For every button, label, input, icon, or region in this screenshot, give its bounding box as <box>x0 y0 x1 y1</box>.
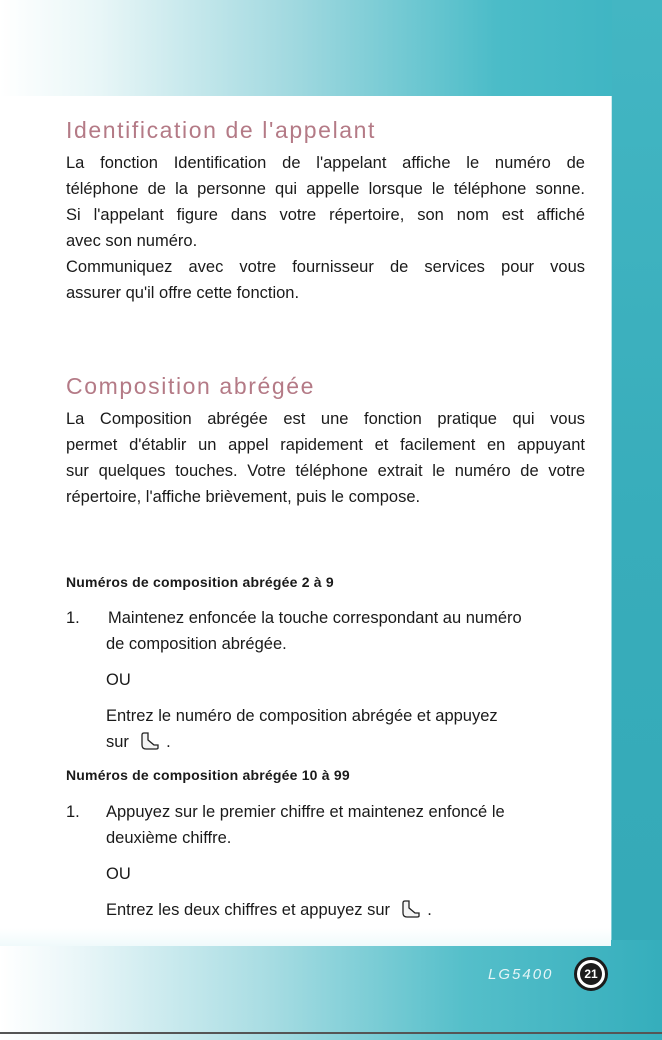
section-title-caller-id: Identification de l'appelant <box>66 117 377 143</box>
paragraph-line: répertoire, l'affiche brièvement, puis le compose. <box>66 488 421 506</box>
paragraph-line: Communiquez avec votre fournisseur de services pour vous <box>66 258 585 276</box>
paragraph-line: téléphone de la personne qui appelle lorsque le téléphone sonne. <box>66 180 585 198</box>
step-line: sur <box>106 733 129 751</box>
send-key-icon <box>140 732 160 750</box>
step-line: Maintenez enfoncée la touche correspondant au numéro <box>108 609 522 627</box>
bottom-rule <box>0 1032 662 1034</box>
step-line-with-icon <box>106 729 586 755</box>
section-title-speed-dial: Composition abrégée <box>66 373 316 399</box>
step-text <box>106 605 586 755</box>
send-key-icon <box>401 900 421 918</box>
model-name: LG5400 <box>488 966 554 983</box>
step-number: 1. <box>66 803 80 821</box>
paragraph-line: Si l'appelant figure dans votre répertoire, son nom est affiché <box>66 206 585 224</box>
step-speed-dial-2-9 <box>66 605 586 755</box>
step-speed-dial-10-99 <box>66 799 586 929</box>
paragraph-line: La Composition abrégée est une fonction pratique qui vous <box>66 410 585 428</box>
paragraph-line: avec son numéro. <box>66 232 198 250</box>
page-footer-band <box>0 940 662 1040</box>
page-side-band <box>612 0 662 1040</box>
step-number: 1. <box>66 609 80 627</box>
or-label: OU <box>106 865 131 883</box>
step-text <box>106 799 586 923</box>
paragraph-line: permet d'établir un appel rapidement et facilement en appuyant <box>66 436 585 454</box>
or-label: OU <box>106 671 131 689</box>
speed-dial-paragraph <box>66 406 585 510</box>
step-line: deuxième chiffre. <box>106 829 232 847</box>
page-header-band <box>0 0 662 96</box>
step-line-with-icon <box>106 897 586 923</box>
caller-id-paragraph <box>66 150 585 306</box>
paragraph-line: sur quelques touches. Votre téléphone extrait le numéro de votre <box>66 462 585 480</box>
step-line-end: . <box>166 733 171 751</box>
step-line: Entrez le numéro de composition abrégée et appuyez <box>106 707 498 725</box>
step-line: Appuyez sur le premier chiffre et maintenez enfoncé le <box>106 803 505 821</box>
step-line: de composition abrégée. <box>106 635 287 653</box>
paragraph-line: La fonction Identification de l'appelant affiche le numéro de <box>66 154 585 172</box>
subheading-speed-dial-10-99: Numéros de composition abrégée 10 à 99 <box>66 767 350 783</box>
paragraph-line: assurer qu'il offre cette fonction. <box>66 284 300 302</box>
subheading-speed-dial-2-9: Numéros de composition abrégée 2 à 9 <box>66 574 334 590</box>
page-number: 21 <box>580 963 602 985</box>
page-number-badge <box>574 957 608 991</box>
step-line: Entrez les deux chiffres et appuyez sur <box>106 901 391 919</box>
step-line-end: . <box>427 901 432 919</box>
